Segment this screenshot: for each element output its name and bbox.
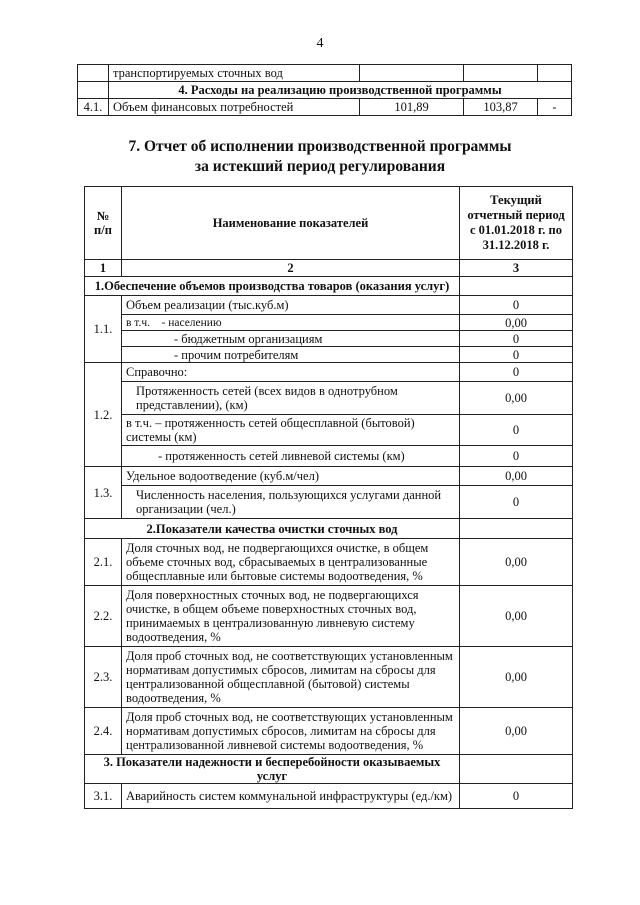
- row-value: 0: [460, 296, 573, 315]
- row-name: Удельное водоотведение (куб.м/чел): [122, 467, 460, 486]
- table-row: [85, 415, 573, 446]
- row-name: Аварийность систем коммунальной инфраструктуры (ед./км): [122, 784, 460, 809]
- header-number: № п/п: [85, 187, 122, 260]
- report-table: [84, 186, 573, 809]
- row-number: 2.4.: [85, 708, 122, 755]
- row-name: Доля проб сточных вод, не соответствующих установленным нормативам допустимых сбросов, лимитам на сбросы для централизованной общесплавной (бытовой) системы водоотведения, %: [122, 647, 460, 708]
- row-name: Доля проб сточных вод, не соответствующих установленным нормативам допустимых сбросов, лимитам на сбросы для централизованной ливневой системы водоотведения, %: [122, 708, 460, 755]
- row-value-3: [538, 65, 572, 82]
- table-row: [78, 99, 572, 116]
- section-row: [85, 277, 573, 296]
- header-name: Наименование показателей: [122, 187, 460, 260]
- row-number: 3.1.: [85, 784, 122, 809]
- table-row: [85, 708, 573, 755]
- row-value: 0,00: [460, 467, 573, 486]
- row-name: Численность населения, пользующихся услугами данной организации (чел.): [122, 486, 460, 519]
- table-row: [78, 82, 572, 99]
- section-row: [85, 755, 573, 784]
- table-row: [85, 446, 573, 467]
- table-row: [85, 331, 573, 347]
- row-name: Справочно:: [122, 363, 460, 382]
- row-name: Доля поверхностных сточных вод, не подвергающихся очистке, в общем объеме поверхностных сточных вод, принимаемых в централизованную ливневую систему водоотведения, %: [122, 586, 460, 647]
- header-period: Текущий отчетный период с 01.01.2018 г. по 31.12.2018 г.: [460, 187, 573, 260]
- row-value: 0: [460, 331, 573, 347]
- table-row: [85, 784, 573, 809]
- row-value: 0: [460, 446, 573, 467]
- section-heading: 4. Расходы на реализацию производственной программы: [109, 82, 572, 99]
- row-prefix: в т.ч.: [126, 316, 150, 329]
- row-name: - прочим потребителям: [122, 347, 460, 363]
- row-number: 2.2.: [85, 586, 122, 647]
- header-row: [85, 187, 573, 260]
- row-name: Протяженность сетей (всех видов в однотрубном представлении), (км): [122, 382, 460, 415]
- column-number: 1: [85, 260, 122, 277]
- row-number: 4.1.: [78, 99, 109, 116]
- table-row: [78, 65, 572, 82]
- row-value: 0,00: [460, 586, 573, 647]
- table-row: [85, 315, 573, 331]
- table-row: [85, 363, 573, 382]
- table-row: [85, 296, 573, 315]
- row-value: 0: [460, 347, 573, 363]
- table-row: [85, 347, 573, 363]
- section-row: [85, 519, 573, 539]
- table-row: [85, 486, 573, 519]
- section-heading: 1.Обеспечение объемов производства товаров (оказания услуг): [85, 277, 460, 296]
- column-number-row: [85, 260, 573, 277]
- row-value-1: 101,89: [360, 99, 464, 116]
- row-number: 2.3.: [85, 647, 122, 708]
- report-title: [0, 137, 640, 177]
- row-name: в т.ч. – протяженность сетей общесплавной (бытовой) системы (км): [122, 415, 460, 446]
- row-name: - протяженность сетей ливневой системы (км): [122, 446, 460, 467]
- section-heading: 3. Показатели надежности и бесперебойности оказываемых услуг: [85, 755, 460, 784]
- row-name: транспортируемых сточных вод: [109, 65, 360, 82]
- row-name: Объем реализации (тыс.куб.м): [122, 296, 460, 315]
- column-number: 3: [460, 260, 573, 277]
- section-heading: 2.Показатели качества очистки сточных вод: [85, 519, 460, 539]
- page-number: 4: [316, 36, 324, 51]
- row-number: [78, 65, 109, 82]
- report-title-line-2: за истекший период регулирования: [194, 158, 446, 175]
- table-row: [85, 467, 573, 486]
- row-value: 0,00: [460, 539, 573, 586]
- row-value: 0: [460, 784, 573, 809]
- row-value: 0,00: [460, 647, 573, 708]
- row-name: Объем финансовых потребностей: [109, 99, 360, 116]
- table-row: [85, 586, 573, 647]
- row-value-2: [464, 65, 538, 82]
- row-name: - бюджетным организациям: [122, 331, 460, 347]
- row-value-3: -: [538, 99, 572, 116]
- row-value: 0: [460, 415, 573, 446]
- row-value-1: [360, 65, 464, 82]
- report-title-line-1: 7. Отчет об исполнении производственной программы: [128, 138, 512, 155]
- row-name: [122, 315, 460, 331]
- row-value: 0: [460, 363, 573, 382]
- row-number: 1.3.: [85, 467, 122, 519]
- row-name: Доля сточных вод, не подвергающихся очистке, в общем объеме сточных вод, сбрасываемых в централизованные общесплавные или бытовые системы водоотведения, %: [122, 539, 460, 586]
- row-value: 0,00: [460, 708, 573, 755]
- table-row: [85, 539, 573, 586]
- row-name-text: - населению: [161, 316, 222, 329]
- row-number: 2.1.: [85, 539, 122, 586]
- row-value: 0,00: [460, 382, 573, 415]
- expenses-table: [77, 64, 572, 116]
- column-number: 2: [122, 260, 460, 277]
- row-value: 0: [460, 486, 573, 519]
- table-row: [85, 647, 573, 708]
- row-number: 1.2.: [85, 363, 122, 467]
- table-row: [85, 382, 573, 415]
- row-value: 0,00: [460, 315, 573, 331]
- row-value-2: 103,87: [464, 99, 538, 116]
- row-number: 1.1.: [85, 296, 122, 363]
